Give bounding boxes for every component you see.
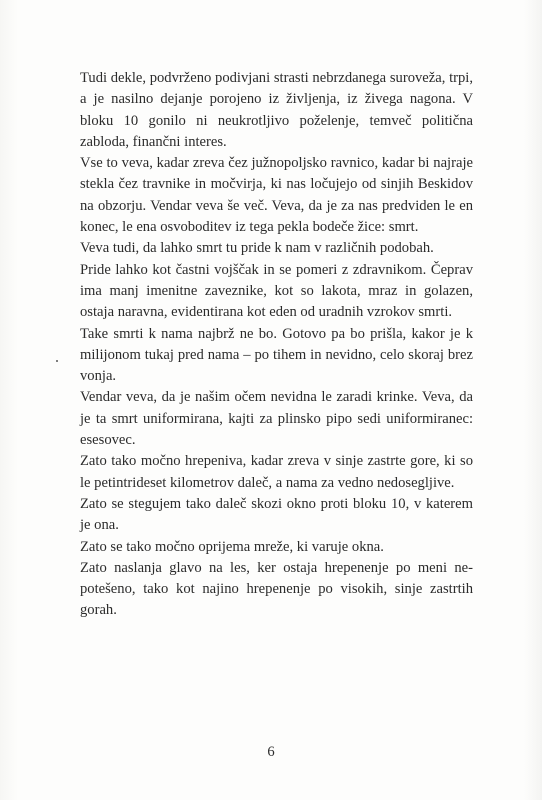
paragraph: Zato tako močno hrepeniva, kadar zreva v sinje zastrte gore, ki so le petintrideset kilometrov daleč, a nama za vedno nedosegljive. xyxy=(80,453,473,491)
paragraph: Veva tudi, da lahko smrt tu pride k nam v različnih podobah. xyxy=(80,240,434,257)
paragraph: Vse to veva, kadar zreva čez južnopoljsko ravnico, kadar bi najraje stekla čez travnike in močvirja, ki nas ločujejo od sinjih Beskidov na obzorju. Vendar veva še več. Veva, da je za nas predviden le en konec, le ena osvoboditev iz tega pekla bodeče žice: smrt. xyxy=(80,155,473,236)
paragraph: Zato se tako močno oprijema mreže, ki varuje okna. xyxy=(80,538,384,555)
print-speck xyxy=(56,360,58,362)
paragraph: Zato naslanja glavo na les, ker ostaja hrepenenje po meni nepotešeno, tako kot najino hrepenenje po visokih, sinje zastrtih gorah. xyxy=(80,559,473,619)
paragraph: Tudi dekle, podvrženo podivjani strasti nebrzdanega suroveža, trpi, a je nasilno dejanje porojeno iz življenja, iz živega nagona. V bloku 10 gonilo ni neukrotljivo poželenje, temveč politična zabloda, finančni interes. xyxy=(80,70,473,150)
body-text xyxy=(80,68,473,622)
paragraph: Zato se stegujem tako daleč skozi okno proti bloku 10, v katerem je ona. xyxy=(80,495,473,534)
paragraph: Vendar veva, da je našim očem nevidna le zaradi krinke. Veva, da je ta smrt uniformirana, kajti za plinsko pipo sedi uniformiranec: esesovec. xyxy=(80,389,473,449)
paragraph: Pride lahko kot častni vojščak in se pomeri z zdravnikom. Čeprav ima manj imenitne zaveznike, kot so lakota, mraz in golazen, ostaja naravna, evidentirana kot eden od uradnih vzrokov smrti. xyxy=(80,261,473,321)
page-number: 6 xyxy=(267,744,275,760)
paragraph: Take smrti k nama najbrž ne bo. Gotovo pa bo prišla, kakor je k milijonom tukaj pred nama – po tihem in nevidno, celo skoraj brez vonja. xyxy=(80,325,473,385)
